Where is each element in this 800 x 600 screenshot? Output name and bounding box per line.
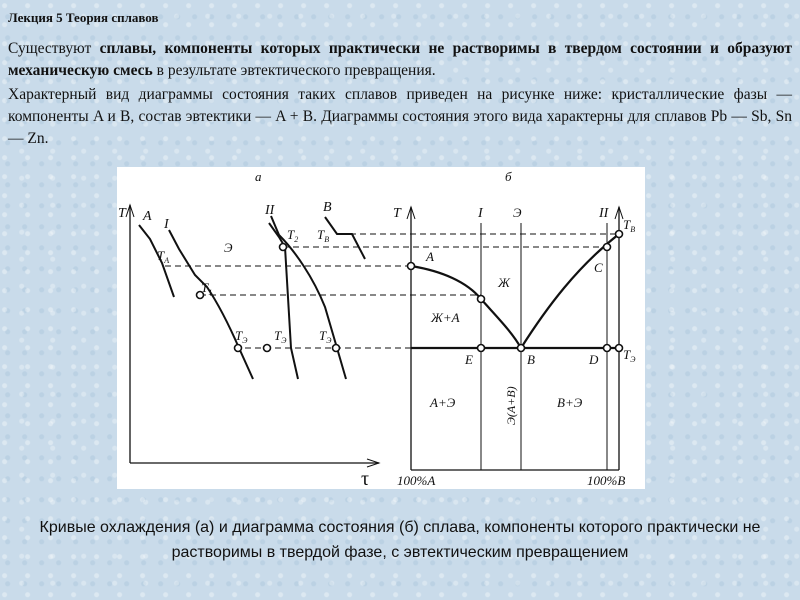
- cooling-curve-II: [271, 216, 346, 379]
- label-TA: $T_A$: [157, 248, 170, 265]
- label-point-E: E: [465, 352, 473, 367]
- intro-lead: Существуют: [8, 40, 100, 57]
- label-point-C: C: [594, 260, 603, 275]
- point-A: [408, 263, 415, 270]
- point-TE: [616, 345, 623, 352]
- figure-panel: [117, 167, 645, 489]
- label-eutectic-vertical: Э(A+B): [504, 386, 518, 425]
- point-I-liquidus: [478, 296, 485, 303]
- label-TB-a: $T_B$: [317, 227, 330, 244]
- marker-TE1: [235, 345, 242, 352]
- label-B: B: [323, 200, 332, 215]
- liquidus-B: [521, 234, 619, 348]
- point-TB: [616, 231, 623, 238]
- axis-T-left: T: [118, 206, 126, 221]
- label-A: A: [143, 209, 152, 224]
- intro-bold: сплавы, компоненты которых практически не растворимы в твердом состоянии и образуют механическую смесь: [8, 40, 793, 79]
- label-TE3: $T_Э$: [319, 328, 332, 345]
- cooling-curve-I: [169, 230, 253, 379]
- diagram-axis-T: T: [393, 206, 401, 221]
- panel-b-label: б: [505, 169, 512, 184]
- region-liquid-plus-A: Ж+A: [431, 310, 460, 325]
- eutectic-diagram: [117, 167, 645, 489]
- top-E: Э: [513, 205, 522, 220]
- label-I: I: [164, 217, 169, 232]
- marker-TE2: [264, 345, 271, 352]
- x-label-100A: 100%A: [397, 473, 436, 488]
- description-paragraph: Характерный вид диаграммы состояния таких сплавов приведен на рисунке ниже: кристаллические фазы — компоненты A и B, состав эвтектики — A + B. Диаграммы состояния этого вида характерны для сплавов Pb — Sb, Sn — Zn.: [8, 86, 792, 147]
- top-I: I: [478, 206, 483, 221]
- label-TE1: $T_Э$: [235, 328, 248, 345]
- label-point-D: D: [589, 352, 599, 367]
- figure-caption: Кривые охлаждения (а) и диаграмма состояния (б) сплава, компоненты которого практически не растворимы в твердой фазе, с эвтектическим превращением: [39, 519, 761, 561]
- point-E: [478, 345, 485, 352]
- marker-TE3: [333, 345, 340, 352]
- label-T1: $T_1$: [201, 280, 213, 297]
- label-E: Э: [224, 240, 233, 255]
- label-point-B: B: [527, 352, 535, 367]
- point-C: [604, 244, 611, 251]
- panel-a-label: а: [255, 169, 262, 184]
- intro-paragraph: [8, 38, 792, 82]
- intro-tail: в результате эвтектического превращения.: [152, 62, 436, 79]
- point-B: [518, 345, 525, 352]
- point-D: [604, 345, 611, 352]
- cooling-curve-B: [325, 217, 365, 259]
- label-II: II: [265, 203, 275, 218]
- top-II: II: [599, 206, 609, 221]
- lecture-title: Лекция 5 Теория сплавов: [8, 10, 159, 25]
- label-T2: $T_2$: [287, 227, 299, 244]
- region-A-plus-E: A+Э: [430, 395, 456, 410]
- label-TE-b: $T_Э$: [623, 347, 636, 364]
- region-liquid: Ж: [498, 275, 510, 290]
- label-TB-b: $T_B$: [623, 217, 636, 234]
- label-TE2: $T_Э$: [274, 328, 287, 345]
- marker-T2: [280, 244, 287, 251]
- label-point-A: A: [426, 249, 434, 264]
- x-label-100B: 100%B: [587, 473, 626, 488]
- region-B-plus-E: B+Э: [557, 395, 583, 410]
- axis-tau: τ: [361, 468, 370, 489]
